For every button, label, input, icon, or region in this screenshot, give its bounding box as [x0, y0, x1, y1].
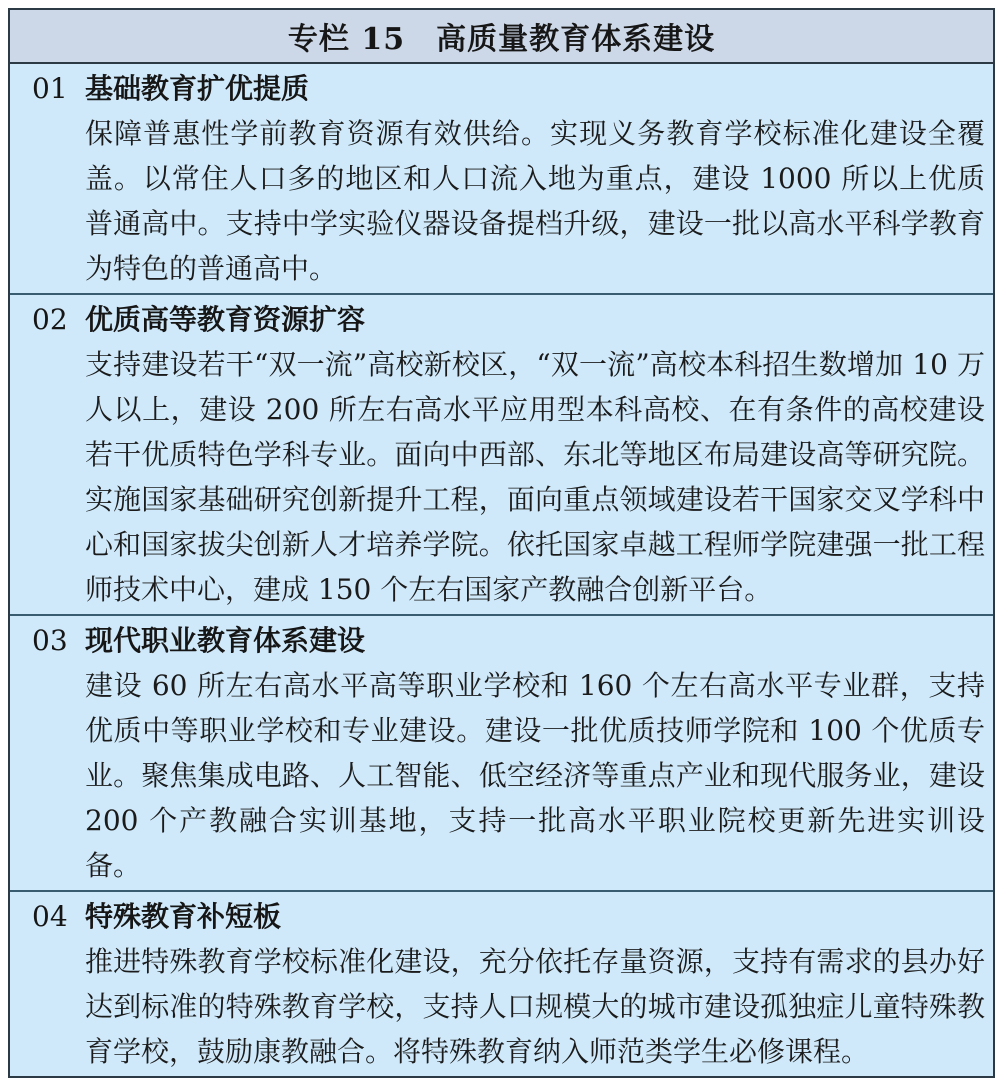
section-vocational-education: [10, 614, 993, 890]
section-number: 01: [32, 72, 68, 105]
section-heading-row: [10, 64, 993, 111]
section-heading-row: [10, 616, 993, 663]
section-heading: 现代职业教育体系建设: [85, 624, 366, 657]
section-heading-row: [10, 892, 993, 939]
feature-box: [8, 8, 995, 1078]
section-body: 推进特殊教育学校标准化建设，充分依托存量资源，支持有需求的县办好达到标准的特殊教育学校，支持人口规模大的城市建设孤独症儿童特殊教育学校，鼓励康教融合。将特殊教育纳入师范类学生必修课程。: [85, 945, 985, 1068]
section-number: 03: [32, 624, 68, 657]
section-body: 保障普惠性学前教育资源有效供给。实现义务教育学校标准化建设全覆盖。以常住人口多的地区和人口流入地为重点，建设 1000 所以上优质普通高中。支持中学实验仪器设备提档升级，建设一批以高水平科学教育为特色的普通高中。: [85, 117, 985, 285]
section-body: 支持建设若干“双一流”高校新校区，“双一流”高校本科招生数增加 10 万人以上，建设 200 所左右高水平应用型本科高校、在有条件的高校建设若干优质特色学科专业。面向中西部、东北等地区布局建设高等研究院。实施国家基础研究创新提升工程，面向重点领域建设若干国家交叉学科中心和国家拔尖创新人才培养学院。依托国家卓越工程师学院建强一批工程师技术中心，建成 150 个左右国家产教融合创新平台。: [85, 348, 985, 606]
section-basic-education: [10, 64, 993, 293]
section-heading: 特殊教育补短板: [85, 900, 282, 933]
section-body: 建设 60 所左右高水平高等职业学校和 160 个左右高水平专业群，支持优质中等职业学校和专业建设。建设一批优质技师学院和 100 个优质专业。聚焦集成电路、人工智能、低空经济等重点产业和现代服务业，建设 200 个产教融合实训基地，支持一批高水平职业院校更新先进实训设备。: [85, 669, 985, 882]
section-special-education: [10, 890, 993, 1076]
section-higher-education: [10, 293, 993, 614]
panel-header: [10, 10, 993, 64]
section-number: 02: [32, 303, 68, 336]
panel-title: 专栏 15 高质量教育体系建设: [287, 22, 716, 57]
section-heading-row: [10, 295, 993, 342]
section-heading: 基础教育扩优提质: [85, 72, 310, 105]
section-number: 04: [32, 900, 68, 933]
section-heading: 优质高等教育资源扩容: [85, 303, 366, 336]
